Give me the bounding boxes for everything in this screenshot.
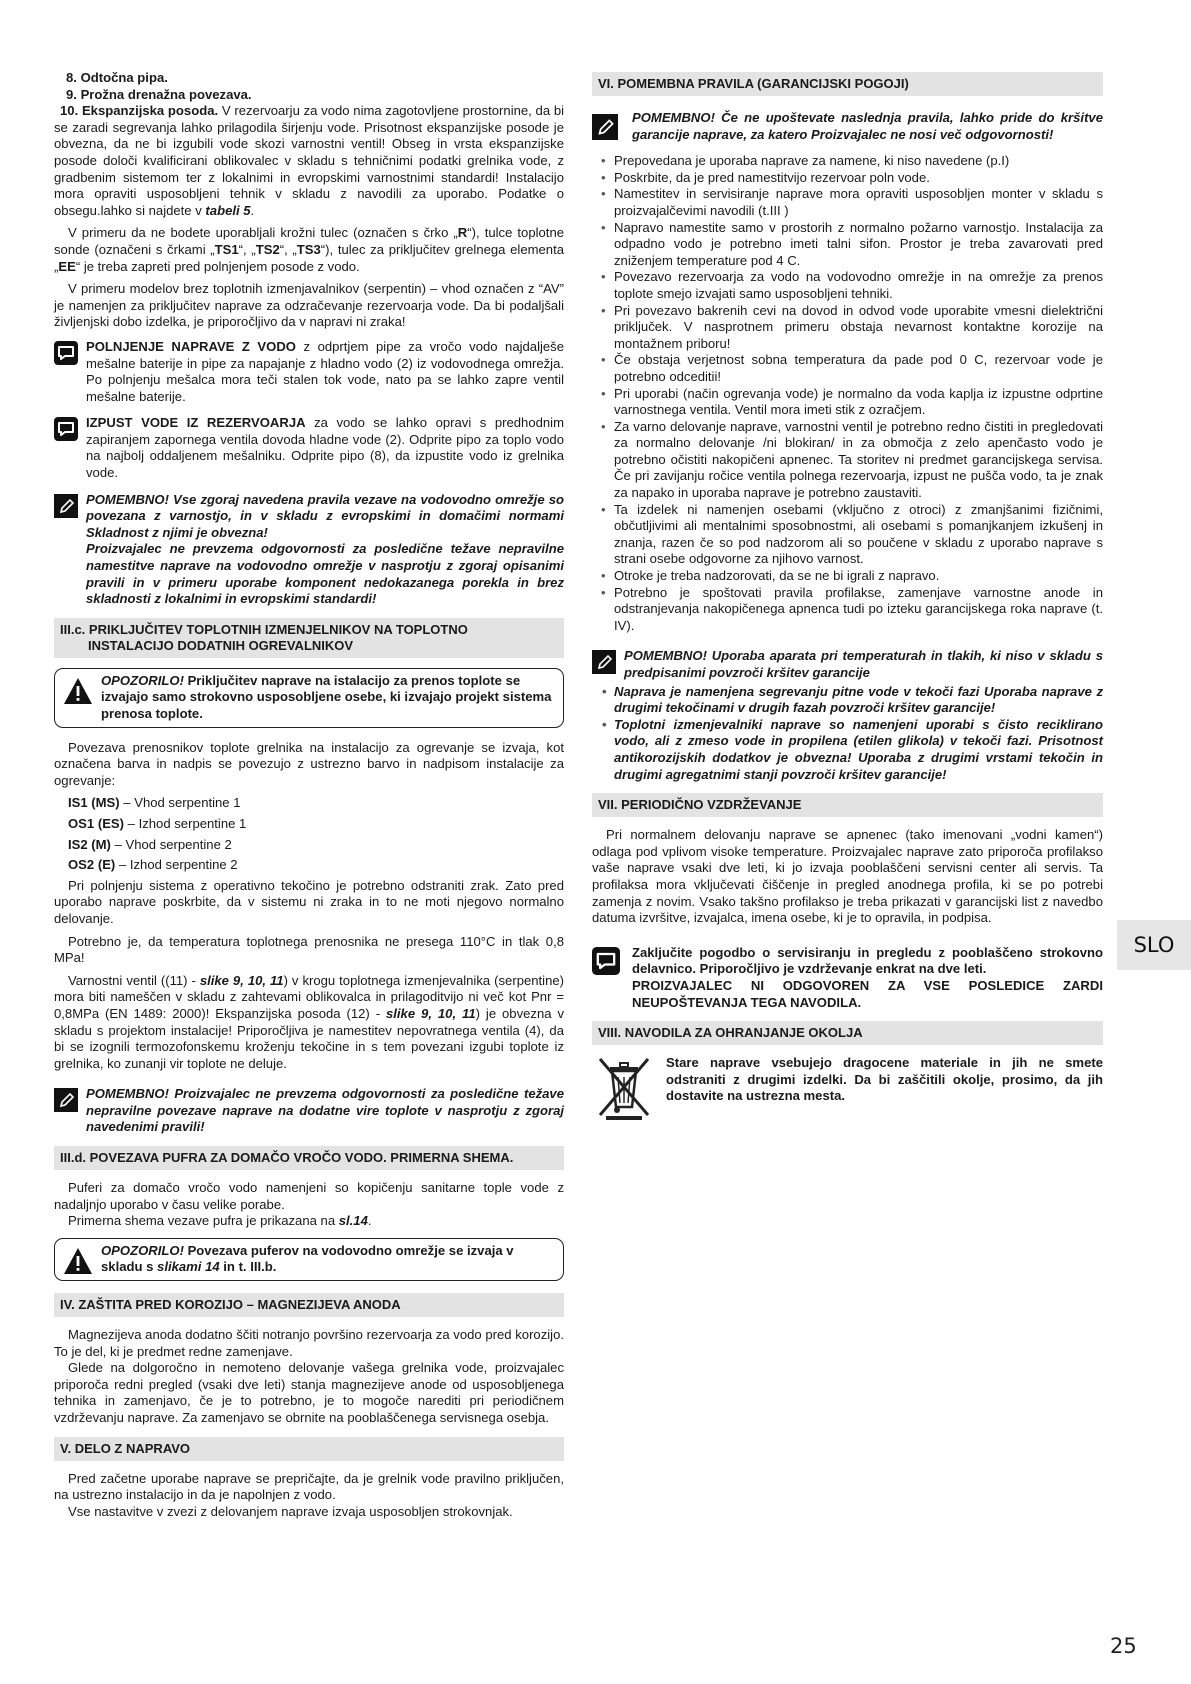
paragraph-safety-valve: Varnostni ventil ((11) - slike 9, 10, 11) v krogu toplotnega izmenjevalnika (serpentine) mora biti nameščen v skladu z zahtevami oblikovalca in prilagoditvijo ni več kot Pnr = 0,8MPa (EN 1489: 2000)! Ekspanzijska posoda (12) - slike 9, 10, 11) je obvezna v skladu s projektom instalacije! Priporočljiva je namestitev nepovratnega ventila (4), da bi se izognili termozofonskemu kroženju tekočine in s tem povezani izgubi toplote iz grelnika, ko zunanji vir toplote ne deluje.: [54, 972, 565, 1071]
section-heading-VIII: VIII. NAVODILA ZA OHRANJANJE OKOLJA: [592, 1021, 1103, 1045]
paragraph-anode-inspection: Glede na dolgoročno in nemoteno delovanje vašega grelnika vode, proizvajalec priporoča redni pregled (vsaki dve leti) stanja magnezijeve anode od usposobljenega tehnika in zamenjavo, če je to potrebno, je to mogoče narediti pri periodičnem vzdrževanju naprave. Za zamenjavo se obrnite na pooblaščenega servisnega osebja.: [54, 1360, 564, 1425]
list-item: • Pri uporabi (način ogrevanja vode) je normalno da voda kaplja iz izpustne odprtine varnostnega ventila. Ventil mora imeti stik z ozračjem.: [592, 386, 1103, 419]
connection-code: OS2 (E) – Izhod serpentine 2: [68, 857, 238, 873]
speech-bubble-icon: [54, 341, 78, 365]
warranty-rules-list: [592, 153, 1103, 634]
note-service-contract: Zaključite pogodbo o servisiranju in pregledu z pooblaščeno strokovno delavnico. Priporočljivo je vzdrževanje enkrat na dve leti. PROIZVAJALEC NI ODGOVOREN ZA VSE POSLEDICE ZARDI NEUPOŠTEVANJA TEGA NAVODILA.: [592, 945, 1103, 1011]
list-item: • Pri povezavo bakrenih cevi na dovod in odvod vode uporabite vmesni dielektrični priključek. V nasprotnem primeru obstaja nevarnost kontaktne korozije na montažnem priboru!: [592, 303, 1103, 353]
list-item: • Ta izdelek ni namenjen osebami (vključno z otroci) z zmanjšanimi fizičnimi, občutljivimi ali mentalnimi sposobnostmi, ali osebami s pomanjkanjem izkušenj in znanja, razen če so pod nadzorom ali so poučene v skladu z uporabo naprave s strani osebe odgovorne za njihovo varnost.: [592, 502, 1103, 568]
language-tab: SLO: [1117, 920, 1191, 970]
list-item: • Za varno delovanje naprave, varnostni ventil je potrebno redno čistiti in pregledovati za normalno delovanje /ni blokiran/ in za območja z zelo apenčasto vodo je potrebno očistiti nakopičeni apnenec. Ta storitev ni predmet garancijskega servisa. Če pri zavijanju ročice ventila polnega rezervoarja, izpust ne pušča vodo, ta je znak za napako in uporaba naprave je potrebno zaustaviti.: [592, 419, 1103, 502]
environment-note: Stare naprave vsebujejo dragocene materiale in jih ne smete odstraniti z drugimi izdelki. Da bi zaščitili okolje, prosimo, da jih dostavite na ustrezna mesta.: [592, 1055, 1103, 1121]
page-number: 25: [1110, 1634, 1137, 1658]
paragraph-anode: Magnezijeva anoda dodatno ščiti notranjo površino rezervoarja za vodo pred korozijo. To je del, ki je predmet redne zamenjave.: [54, 1327, 564, 1359]
list-item: • Toplotni izmenjevalniki naprave so namenjeni uporabi s čisto reciklirano vodo, ali z zmeso vode in propilena (etilen glikola) v tekoči fazi. Prisotnost antikorozijskih dodatkov je obvezna! Uporaba z drugimi vrstami tekočin in drugimi agregatnimi stanji povzroči kršitev garancije!: [592, 717, 1103, 783]
important-note-heat-sources: POMEMBNO! Proizvajalec ne prevzema odgovornosti za posledične težave nepravilne povezave naprave na dodatne vire toplote v nasprotju z zgoraj navedenimi pravili!: [54, 1086, 564, 1136]
list-item: • Naprava je namenjena segrevanju pitne vode v tekoči fazi Uporaba naprave z drugimi tekočinami v drugih fazah povzroči kršitev garancije!: [592, 684, 1103, 717]
list-item: • Poskrbite, da je pred namestitvijo rezervoar poln vode.: [592, 170, 1103, 187]
warning-buffer: OPOZORILO! Povezava puferov na vodovodno omrežje se izvaja v skladu s slikami 14 in t. III.b.: [54, 1238, 564, 1281]
important-note-temperature: POMEMBNO! Uporaba aparata pri temperaturah in tlakih, ki niso v skladu s predpisanimi povzroči kršitev garancije • Naprava je namenjena segrevanju pitne vode v tekoči fazi Uporaba naprave z drugimi tekočinami v drugih fazah povzroči kršitev garancije! • Toplotni izmenjevalniki naprave so namenjeni uporabi s čisto reciklirano vodo, ali z zmeso vode in propilena (etilen glikola) v tekoči fazi. Prisotnost antikorozijskih dodatkov je obvezna! Uporaba z drugimi vrstami tekočin in drugimi agregatnimi stanji povzroči kršitev garancije!: [592, 648, 1103, 783]
list-item: • Če obstaja verjetnost sobna temperatura da pade pod 0 C, rezervoar vode je potrebno odceditii!: [592, 352, 1103, 385]
speech-bubble-icon: [592, 947, 620, 975]
section-heading-VII: VII. PERIODIČNO VZDRŽEVANJE: [592, 793, 1103, 817]
speech-bubble-icon: [54, 417, 78, 441]
temperature-rules-list: [592, 684, 1103, 784]
paragraph-buffer-scheme: Primerna shema vezave pufra je prikazana na sl.14.: [68, 1213, 372, 1229]
warning-heat-transfer: OPOZORILO! Priključitev naprave na istalacijo za prenos toplote se izvajajo samo strokovno usposobljene osebe, ki izvajajo projekt sistema prenosa toplote.: [54, 668, 564, 728]
list-item: • Namestitev in servisiranje naprave mora opraviti usposobljen monter v skladu s proizvajalčevimi navodili (t.III ): [592, 186, 1103, 219]
paragraph-before-use: Pred začetne uporabe naprave se prepričajte, da je grelnik vode pravilno priključen, na ustrezno instalacijo in da je napolnjen z vodo.: [54, 1470, 564, 1503]
paragraph-maintenance: Pri normalnem delovanju naprave se apnenec (tako imenovani „vodni kamen“) odlaga pod vplivom visoke temperature. Proizvajalec naprave zato priporoča profilakso vaše naprave vsaki dve leti, ki jo izvaja pooblaščeni servisni center ali servis. Ta profilaksa mora vključevati čiščenje in pregled anodnega profila, ki se po potrebi zamenja z novim. Vsako takšno profilakso je treba prikazati v garancijski list z navedbo datuma izvršitve, izvajalca, imena osebe, ki je to opravila, in podpisa.: [592, 827, 1103, 926]
warning-icon: [63, 1247, 93, 1275]
section-heading-IIIc: III.c. PRIKLJUČITEV TOPLOTNIH IZMENJELNIKOV NA TOPLOTNO INSTALACIJO DODATNIH OGREVALNIKOV: [54, 618, 564, 658]
note-draining: IZPUST VODE IZ REZERVOARJA za vodo se lahko opravi s predhodnim zapiranjem zapornega ventila dovoda hladne vode (2). Odprite pipo za toplo vodo na najbolj oddaljenem mešalniku. Odprite pipo (8), da izpustite vodo iz grelnika vode.: [54, 415, 564, 481]
important-note-connection: POMEMBNO! Vse zgoraj navedena pravila vezave na vodovodno omrežje so povezana z varnostjo, in v skladu z evropskimi in domačimi normami Skladnost z njimi je obvezna! Proizvajalec ne prevzema odgovornosti za posledične težave nepravilne namestitve naprave na vodovodno omrežje v nasprotju z zgoraj opisanimi pravili in v primeru uporabe komponent nedokazanega porekla in brez skladnosti z lokalnimi in evropskimi standardi!: [54, 492, 564, 608]
paragraph-temperature: Potrebno je, da temperatura toplotnega prenosnika ne presega 110°C in tlak 0,8 MPa!: [54, 933, 564, 966]
list-item: • Povezavo rezervoarja za vodo na vodovodno omrežje in na omrežje za prenos toplote smejo izvajati samo usposobljeni tehniki.: [592, 269, 1103, 302]
section-heading-VI: VI. POMEMBNA PRAVILA (GARANCIJSKI POGOJI): [592, 72, 1103, 96]
pen-icon: [54, 494, 78, 518]
paragraph-sleeves: V primeru da ne bodete uporabljali krožni tulec (označen s črko „R“), tulce toplotne sonde (označeni s črkami „TS1“, „TS2“, „TS3“), tulec za priključitev grelnega elementa „EE“ je treba zapreti pred polnjenjem posode z vodo.: [54, 225, 565, 274]
important-note-warranty: POMEMBNO! Če ne upoštevate naslednja pravila, lahko pride do kršitve garancije naprave, za katero Proizvajalec ne nosi več odgovornosti!: [592, 110, 1103, 143]
list-item: • Potrebno je spoštovati pravila profilakse, zamenjave varnostne anode in odstranjevanja nakopičenega apnenca tudi po izteku garancijskega roka naprave (t. IV).: [592, 585, 1103, 635]
list-item: 9. Prožna drenažna povezava.: [66, 86, 252, 102]
list-item: 8. Odtočna pipa.: [66, 70, 168, 85]
pen-icon: [592, 114, 618, 140]
crossed-out-bin-icon: [592, 1055, 656, 1121]
section-heading-IIId: III.d. POVEZAVA PUFRA ZA DOMAČO VROČO VODO. PRIMERNA SHEMA.: [54, 1146, 564, 1170]
section-heading-V: V. DELO Z NAPRAVO: [54, 1437, 564, 1461]
paragraph-air-vent: V primeru modelov brez toplotnih izmenjavalnikov (serpentin) – vhod označen z “AV” je namenjen za priključitev naprave za odzračevanje rezervoarja vode. Da bi podaljšali življenjski dobo izdelka, je priporočljivo da v napravi ni zraka!: [54, 281, 564, 330]
warning-icon: [63, 677, 93, 705]
right-column: [592, 70, 1103, 1127]
paragraph-settings: Vse nastavitve v zvezi z delovanjem naprave izvaja usposobljen strokovnjak.: [68, 1503, 513, 1519]
left-column: [54, 70, 564, 1526]
paragraph-buffer: Puferi za domačo vročo vodo namenjeni so kopičenju sanitarne tople vode z nadaljnjo uporabo v času velike porabe.: [54, 1180, 564, 1212]
paragraph-heat-exchanger: Povezava prenosnikov toplote grelnika na instalacijo za ogrevanje se izvaja, kot označena barva in nadpis se povezujo z ustrezno barvo in nadpisom instalacije za ogrevanje:: [54, 739, 564, 788]
item-expansion-vessel: 10. Ekspanzijska posoda. V rezervoarju za vodo nima zagotovljene prostornine, da bi se zaradi segrevanja lahko prilagodila širjenju vode. Prisotnost ekspanzijske posode je obvezna, da ne bi izgubili vode skozi varnostni ventil! Obseg in vrsta ekspanzijske posode določi kvalificirani oblikovalec v skladu s tehničnimi podatki grelnika vode, z gradbenim sistemom ter z lokalnimi in evropskimi varnostnimi standardi! Instalacijo mora opraviti usposobljeni tehnik v skladu z navodili za uporabo. Podatke o obsegu.lahko si najdete v tabeli 5.: [54, 103, 565, 218]
connection-code: IS1 (MS) – Vhod serpentine 1: [68, 795, 241, 811]
list-item: • Otroke je treba nadzorovati, da se ne bi igrali z napravo.: [592, 568, 1103, 585]
pen-icon: [54, 1088, 78, 1112]
paragraph-air-removal: Pri polnjenju sistema z operativno tekočino je potrebno odstraniti zrak. Zato pred uporabo naprave poskrbite, da v sistemu ni zraka in to ne moti njegovo normalno delovanje.: [54, 877, 564, 926]
pen-icon: [592, 650, 616, 674]
list-item: • Prepovedana je uporaba naprave za namene, ki niso navedene (p.I): [592, 153, 1103, 170]
connection-code: IS2 (M) – Vhod serpentine 2: [68, 836, 232, 852]
note-filling: POLNJENJE NAPRAVE Z VODO z odprtjem pipe za vročo vodo najdalješe mešalne baterije in pipe za napajanje z hladno vodo (2) iz vodovodnega omrežja. Po polnjenju mešalca mora teči stalen tok vode, nato pa se lahko zapre ventil mešalne baterije.: [54, 339, 564, 405]
section-heading-IV: IV. ZAŠTITA PRED KOROZIJO – MAGNEZIJEVA ANODA: [54, 1293, 564, 1317]
connection-code: OS1 (ES) – Izhod serpentine 1: [68, 815, 247, 831]
list-item: • Napravo namestite samo v prostorih z normalno požarno varnostjo. Instalacija za odpadno vodo je potrebno imeti talni sifon. Prostor je treba zavarovati pred zniženjem temperature pod 4 C.: [592, 220, 1103, 270]
